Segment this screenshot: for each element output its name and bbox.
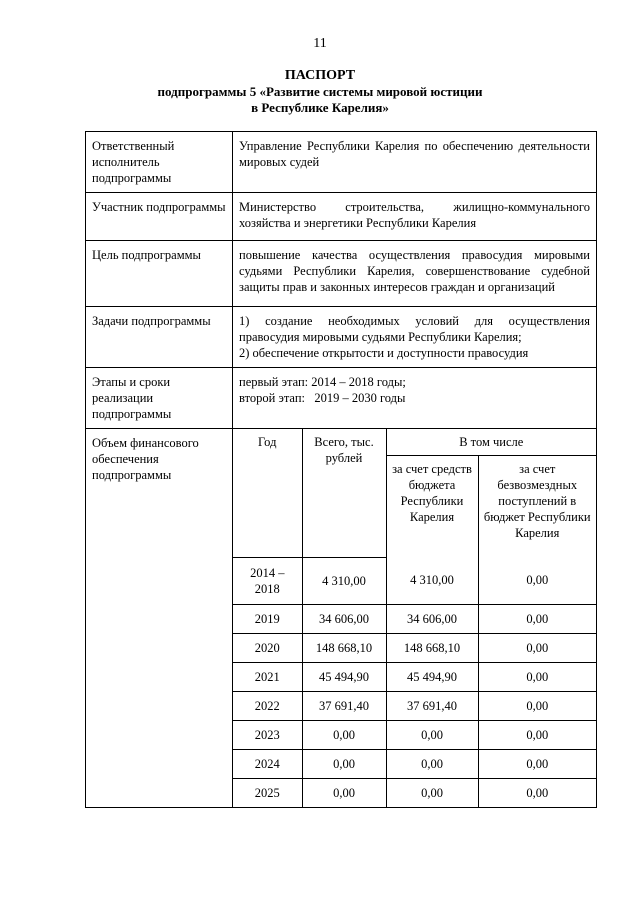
header-total: Всего, тыс. рублей [302, 429, 386, 557]
cell-gratuitous: 0,00 [478, 720, 596, 749]
funding-rows [233, 557, 596, 807]
cell-gratuitous: 0,00 [478, 749, 596, 778]
cell-budget: 45 494,90 [386, 662, 478, 691]
funding-header-row [233, 429, 596, 456]
cell-year: 2020 [233, 633, 302, 662]
label-tasks: Задачи подпрограммы [86, 307, 233, 368]
row-stages [86, 368, 597, 429]
value-goal: повышение качества осуществления правосудия мировыми судьями Республики Карелия, совершенствование судебной защиты прав и законных интересов граждан и организаций [233, 241, 597, 307]
cell-total: 0,00 [302, 749, 386, 778]
cell-gratuitous: 0,00 [478, 604, 596, 633]
cell-gratuitous: 0,00 [478, 778, 596, 807]
row-tasks [86, 307, 597, 368]
row-goal [86, 241, 597, 307]
label-goal: Цель подпрограммы [86, 241, 233, 307]
title-line-1: ПАСПОРТ [284, 68, 356, 83]
task-item-2: 2) обеспечение открытости и доступности правосудия [239, 346, 529, 360]
header-budget: за счет средств бюджета Республики Карелия [386, 456, 478, 558]
funding-table [233, 429, 596, 807]
cell-total: 34 606,00 [302, 604, 386, 633]
row-participant [86, 193, 597, 241]
page-number: 11 [313, 36, 327, 51]
row-responsible [86, 132, 597, 193]
cell-total: 148 668,10 [302, 633, 386, 662]
cell-year: 2024 [233, 749, 302, 778]
cell-year: 2025 [233, 778, 302, 807]
value-tasks [233, 307, 597, 368]
table-row [233, 720, 596, 749]
stage-item-1: первый этап: 2014 – 2018 годы; [239, 375, 406, 389]
title-line-3: в Республике Карелия» [251, 100, 389, 115]
title-line-2: подпрограммы 5 «Развитие системы мировой юстиции [157, 84, 483, 99]
cell-gratuitous: 0,00 [478, 633, 596, 662]
table-row [233, 604, 596, 633]
table-row [233, 557, 596, 604]
cell-budget: 4 310,00 [386, 557, 478, 604]
header-gratuitous: за счет безвозмездных поступлений в бюджет Республики Карелия [478, 456, 596, 558]
cell-gratuitous: 0,00 [478, 662, 596, 691]
table-row [233, 633, 596, 662]
table-row [233, 691, 596, 720]
cell-budget: 34 606,00 [386, 604, 478, 633]
cell-year: 2014 – 2018 [233, 557, 302, 604]
table-row [233, 778, 596, 807]
label-participant: Участник подпрограммы [86, 193, 233, 241]
cell-budget: 148 668,10 [386, 633, 478, 662]
cell-budget: 0,00 [386, 749, 478, 778]
header-year: Год [233, 429, 302, 557]
cell-year: 2021 [233, 662, 302, 691]
cell-gratuitous: 0,00 [478, 557, 596, 604]
value-stages [233, 368, 597, 429]
cell-year: 2019 [233, 604, 302, 633]
table-row [233, 749, 596, 778]
task-item-1: 1) создание необходимых условий для осуществления правосудия мировыми судьями Республики Карелия; [239, 314, 590, 344]
cell-total: 0,00 [302, 720, 386, 749]
header-including: В том числе [386, 429, 596, 456]
table-row [233, 662, 596, 691]
cell-total: 37 691,40 [302, 691, 386, 720]
cell-total: 45 494,90 [302, 662, 386, 691]
cell-gratuitous: 0,00 [478, 691, 596, 720]
stage-item-2: второй этап: 2019 – 2030 годы [239, 391, 406, 405]
value-participant: Министерство строительства, жилищно-коммунального хозяйства и энергетики Республики Карелия [233, 193, 597, 241]
label-funding: Объем финансового обеспечения подпрограммы [86, 429, 233, 808]
cell-budget: 0,00 [386, 720, 478, 749]
cell-total: 0,00 [302, 778, 386, 807]
cell-year: 2022 [233, 691, 302, 720]
cell-year: 2023 [233, 720, 302, 749]
document-title [0, 68, 640, 116]
cell-budget: 37 691,40 [386, 691, 478, 720]
cell-total: 4 310,00 [302, 557, 386, 604]
row-funding [86, 429, 597, 808]
label-responsible: Ответственный исполнитель подпрограммы [86, 132, 233, 193]
cell-budget: 0,00 [386, 778, 478, 807]
label-stages: Этапы и сроки реализации подпрограммы [86, 368, 233, 429]
value-responsible: Управление Республики Карелия по обеспечению деятельности мировых судей [233, 132, 597, 193]
passport-table [85, 131, 597, 808]
funding-cell [233, 429, 597, 808]
